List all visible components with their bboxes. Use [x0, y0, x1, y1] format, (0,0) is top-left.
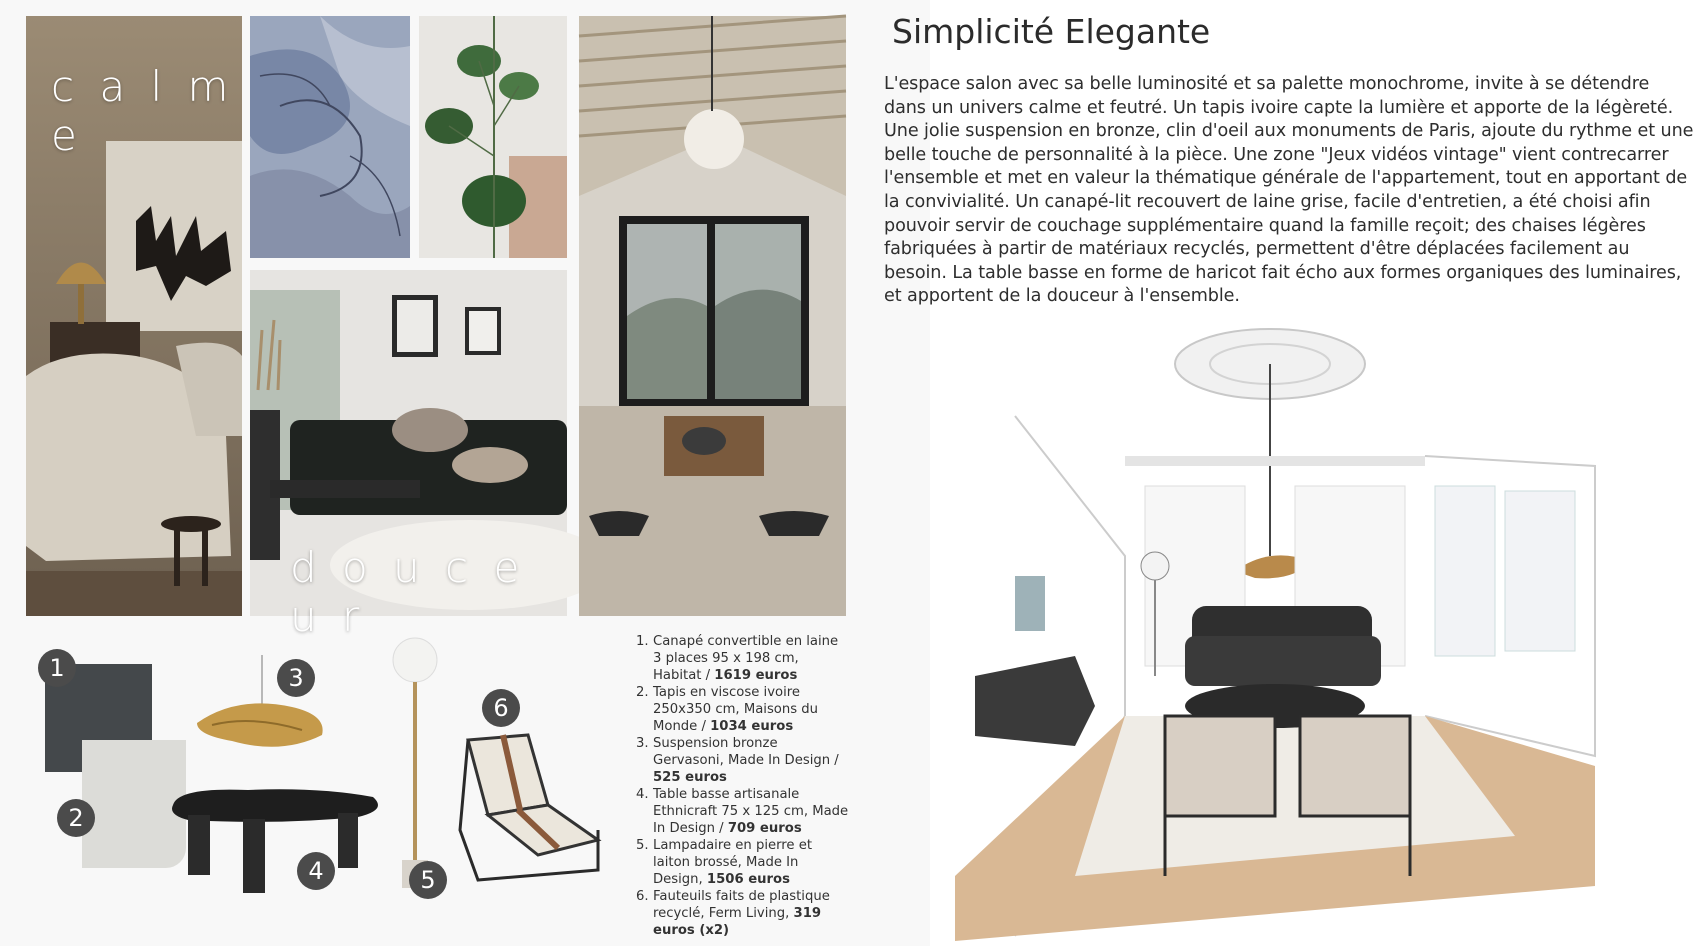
badge-4: 4 — [297, 852, 335, 890]
product-number: 5. — [636, 838, 649, 853]
product-price: 319 euros (x2) — [653, 906, 822, 938]
photo-living-room — [579, 16, 846, 616]
product-number: 2. — [636, 685, 649, 700]
product-lounge-chair — [458, 730, 603, 880]
product-text: Suspension bronze Gervasoni, Made In Design / — [653, 736, 839, 768]
product-price: 1619 euros — [714, 668, 798, 683]
product-item-1 — [636, 633, 850, 684]
product-text: Tapis en viscose ivoire 250x350 cm, Maisons du Monde / — [653, 685, 819, 734]
product-item-2 — [636, 684, 850, 735]
badge-3: 3 — [277, 659, 315, 697]
product-number: 6. — [636, 889, 649, 904]
photo-douceur-sofa — [250, 270, 567, 641]
product-floor-lamp — [380, 638, 450, 888]
plant-illustration — [419, 16, 567, 258]
product-text: Lampadaire en pierre et laiton brossé, Made In Design, — [653, 838, 813, 887]
product-text: Canapé convertible en laine 3 places 95 x 198 cm, Habitat / — [653, 634, 839, 683]
fabric-illustration — [250, 16, 410, 258]
word-douceur: d o u c e u r — [290, 543, 526, 641]
product-number: 4. — [636, 787, 649, 802]
room-sketch — [955, 316, 1655, 941]
product-item-3 — [636, 735, 850, 786]
product-price: 709 euros — [727, 821, 802, 836]
product-text: Fauteuils faits de plastique recyclé, Ferm Living, — [653, 889, 830, 921]
photo-monstera-plant — [419, 16, 567, 258]
badge-1: 1 — [38, 649, 76, 687]
product-price: 1506 euros — [706, 872, 790, 887]
product-number: 3. — [636, 736, 649, 751]
product-item-6 — [636, 888, 850, 939]
product-list — [636, 633, 850, 939]
product-item-5 — [636, 837, 850, 888]
product-text: Table basse artisanale Ethnicraft 75 x 125 cm, Made In Design / — [653, 787, 849, 836]
badge-5: 5 — [409, 861, 447, 899]
product-number: 1. — [636, 634, 649, 649]
photo-calme-armchair — [26, 16, 242, 616]
word-calme: c a l m e — [51, 62, 235, 160]
description-paragraph: L'espace salon avec sa belle luminosité et sa palette monochrome, invite à se détendre dans un univers calme et feutré. Un tapis ivoire capte la lumière et apporte de la légèreté. Une jolie suspension en bronze, clin d'oeil aux monuments de Paris, ajoute du rythme et une belle touche de personnalité à la pièce. Une zone "Jeux vidéos vintage" vient contrecarrer l'ensemble et met en valeur la thématique générale de l'appartement, tout en apportant de la convivialité. Un canapé-lit recouvert de laine grise, facile d'entretien, a été choisi afin pouvoir servir de couchage supplémentaire quand la famille reçoit; des chaises légères fabriquées à partir de matériaux recyclés, permettent d'être déplacées facilement au besoin. La table basse en forme de haricot fait écho aux formes organiques des luminaires, et apportent de la douceur à l'ensemble. — [884, 74, 1694, 307]
product-price: 525 euros — [653, 770, 727, 785]
badge-6: 6 — [482, 689, 520, 727]
badge-2: 2 — [57, 799, 95, 837]
product-item-4 — [636, 786, 850, 837]
page-title: Simplicité Elegante — [892, 12, 1211, 51]
product-price: 1034 euros — [710, 719, 794, 734]
product-coffee-table — [168, 785, 388, 895]
photo-fabric-texture — [250, 16, 410, 258]
living-room-illustration — [579, 16, 846, 616]
